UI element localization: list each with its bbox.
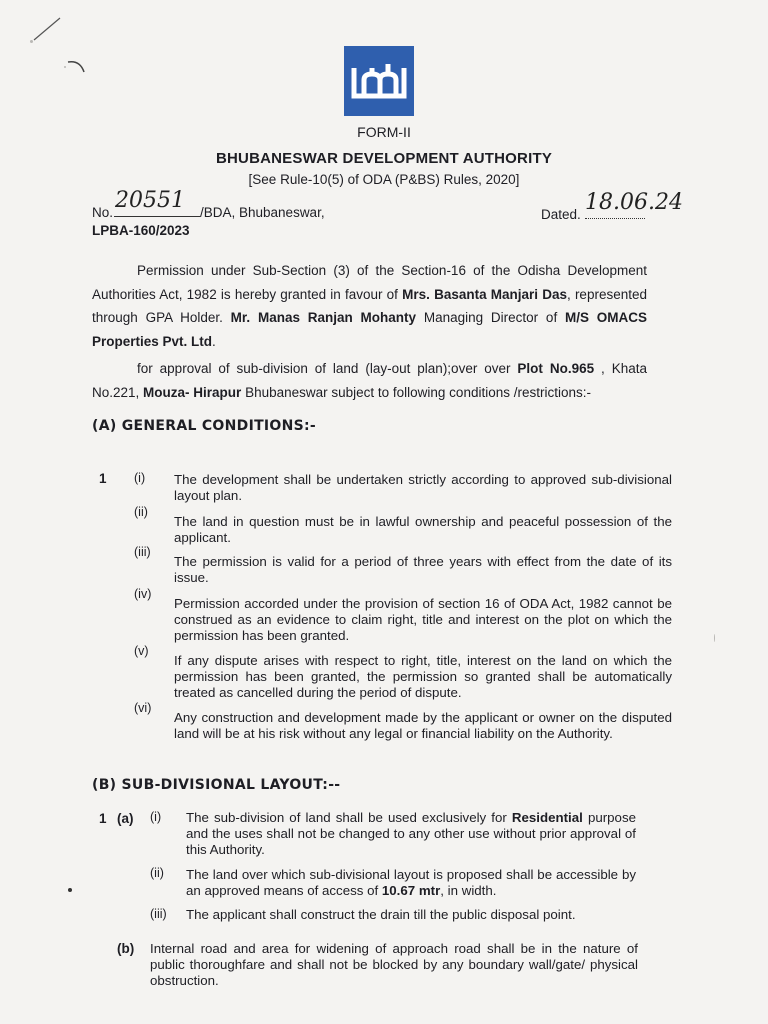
intro-text: . (212, 333, 216, 349)
layout-text: The land over which sub-divisional layout is proposed shall be accessible by an approved means of access of (186, 867, 636, 898)
dated-label: Dated. (541, 207, 581, 222)
section-b-sub-b: (b) (117, 941, 135, 956)
condition-text: The permission is valid for a period of three years with effect from the date of its issue. (174, 554, 672, 585)
form-number: FORM-II (357, 124, 411, 140)
lpba-number: LPBA-160/2023 (92, 223, 190, 238)
section-b-heading: (B) SUB-DIVISIONAL LAYOUT:-- (92, 777, 341, 793)
authority-name: BHUBANESWAR DEVELOPMENT AUTHORITY (215, 150, 553, 167)
layout-condition-text (186, 867, 636, 899)
condition-text: If any dispute arises with respect to right, title, interest on the land on which the permission has been granted, the permission so granted shall be automatically treated as cancelled during the period of dispute. (174, 653, 672, 700)
bda-logo-mark (344, 46, 414, 116)
dated-handwritten: 18.06.24 (585, 190, 683, 215)
mouza-name: Mouza- Hirapur (143, 384, 242, 400)
section-a-heading: (A) GENERAL CONDITIONS:- (92, 418, 317, 434)
scan-speck (68, 888, 72, 892)
layout-condition-text: The applicant shall construct the drain till the public disposal point. (186, 907, 576, 922)
section-b-number: 1 (99, 811, 107, 826)
layout-text: purpose and the uses shall not be changed to any other use without prior approval of this Authority. (186, 810, 636, 857)
condition-roman: (i) (134, 471, 146, 485)
intro-paragraph-2 (92, 357, 647, 404)
rule-reference: [See Rule-10(5) of ODA (P&BS) Rules, 2020] (248, 172, 520, 187)
condition-roman: (vi) (134, 701, 152, 715)
layout-condition-text (186, 810, 636, 858)
condition-text: Any construction and development made by the applicant or owner on the disputed land will be at his risk without any legal or financial liability on the Authority. (174, 710, 672, 741)
intro-text: Permission under Sub-Section (3) of the Section-16 of the Odisha Development Authorities Act, 1982 is hereby granted in favour of (92, 263, 647, 302)
condition-roman: (ii) (134, 505, 148, 519)
intro-text: Managing Director of (416, 310, 565, 325)
layout-roman: (i) (150, 810, 162, 824)
reference-no-handwritten: 20551 (115, 188, 185, 213)
plot-number: Plot No.965 (517, 361, 595, 376)
intro-text: Bhubaneswar subject to following conditions /restrictions:- (241, 384, 591, 400)
reference-no-underline (114, 216, 200, 217)
condition-text: The land in question must be in lawful ownership and peaceful possession of the applicant. (174, 514, 672, 545)
gpa-holder-name: Mr. Manas Ranjan Mohanty (230, 310, 417, 325)
bda-logo (344, 46, 414, 116)
reference-suffix: /BDA, Bhubaneswar, (200, 205, 325, 220)
layout-roman: (ii) (150, 866, 164, 880)
dated-underline (585, 218, 645, 219)
corner-pen-mark (28, 10, 88, 80)
company-name: M/S OMACS Properties Pvt. Ltd (92, 310, 648, 349)
residential-use: Residential (511, 810, 583, 825)
condition-roman: (iv) (134, 587, 152, 601)
scan-speck (714, 634, 715, 642)
condition-text: The development shall be undertaken strictly according to approved sub-divisional layout plan. (174, 472, 672, 503)
layout-text: The sub-division of land shall be used exclusively for (186, 810, 512, 825)
access-width: 10.67 mtr (381, 883, 441, 898)
layout-text: , in width. (440, 883, 497, 898)
intro-text: for approval of sub-division of land (lay-out plan);over over (137, 361, 518, 376)
intro-paragraph-1 (92, 259, 647, 353)
layout-roman: (iii) (150, 907, 167, 921)
condition-text: Permission accorded under the provision of section 16 of ODA Act, 1982 cannot be construed as an evidence to claim right, title and interest on the plot on which the permission has been granted. (174, 596, 672, 643)
condition-roman: (v) (134, 644, 149, 658)
applicant-name: Mrs. Basanta Manjari Das (402, 286, 567, 302)
section-a-number: 1 (99, 471, 107, 486)
condition-roman: (iii) (134, 545, 151, 559)
section-b-sub-a: (a) (117, 811, 134, 826)
intro-text: , Khata No.221, (92, 361, 647, 400)
intro-text: , represented through GPA Holder. (92, 286, 647, 325)
reference-no-label: No. (92, 205, 114, 220)
layout-condition-text: Internal road and area for widening of approach road shall be in the nature of public thoroughfare and shall not be blocked by any boundary wall/gate/ physical obstruction. (150, 941, 638, 988)
